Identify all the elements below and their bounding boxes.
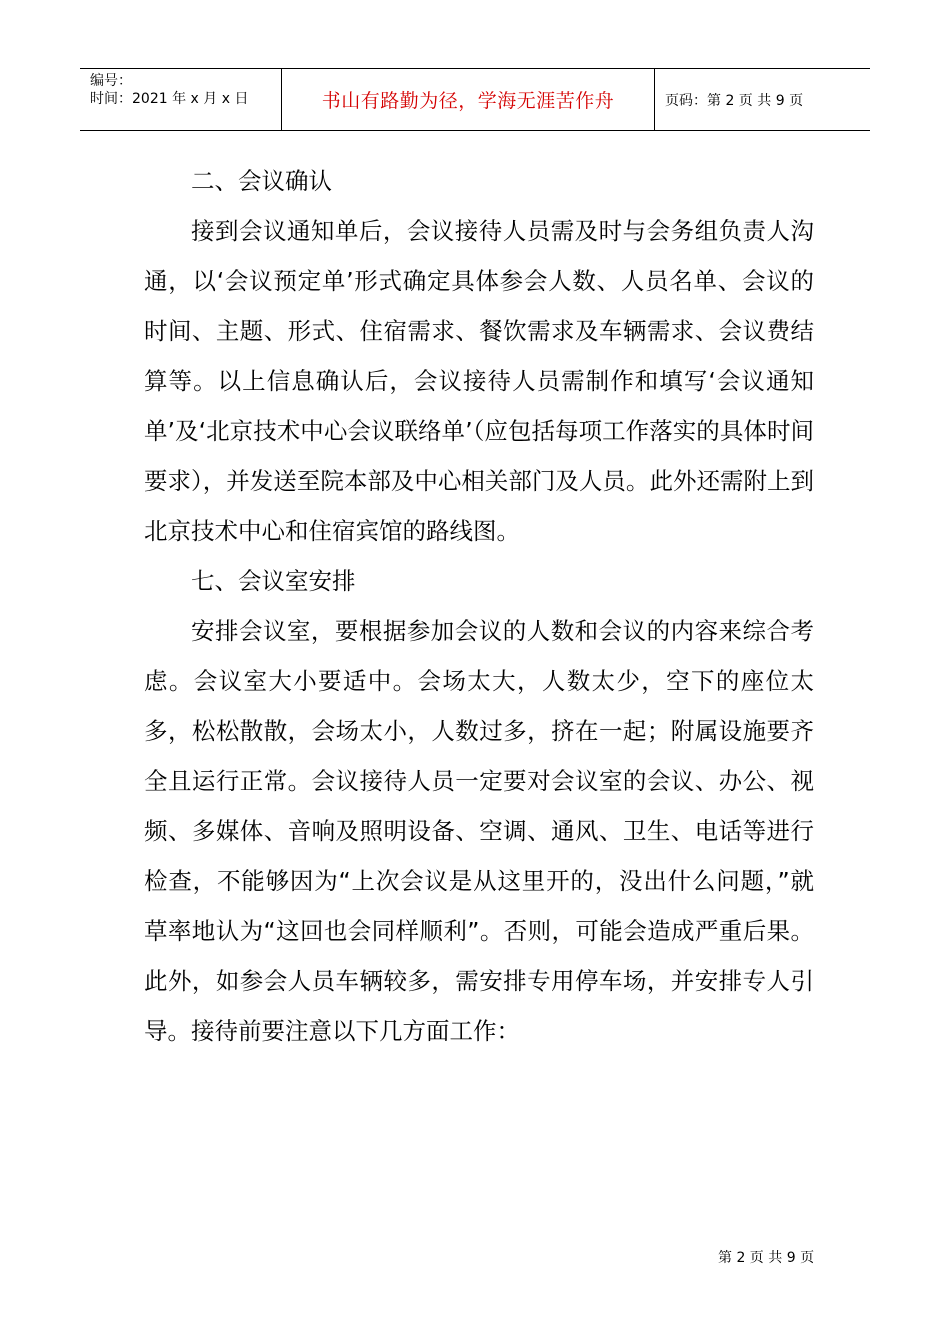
document-body	[144, 156, 814, 1056]
paragraph-meeting-confirmation: 接到会议通知单后，会议接待人员需及时与会务组负责人沟通，以‘会议预定单’形式确定具体参会人数、人员名单、会议的时间、主题、形式、住宿需求、餐饮需求及车辆需求、会议费结算等。以上信息确认后，会议接待人员需制作和填写‘会议通知单’及‘北京技术中心会议联络单’（应包括每项工作落实的具体时间要求），并发送至院本部及中心相关部门及人员。此外还需附上到北京技术中心和住宿宾馆的路线图。	[144, 217, 814, 545]
header-page-number: 页码：第 2 页 共 9 页	[665, 92, 804, 109]
document-date-label: 时间：2021 年 x 月 x 日	[90, 91, 249, 107]
footer-page-number: 第 2 页 共 9 页	[718, 1250, 815, 1266]
paragraph-meeting-room: 安排会议室，要根据参加会议的人数和会议的内容来综合考虑。会议室大小要适中。会场太大，人数太少，空下的座位太多，松松散散，会场太小，人数过多，挤在一起；附属设施要齐全且运行正常。会议接待人员一定要对会议室的会议、办公、视频、多媒体、音响及照明设备、空调、通风、卫生、电话等进行检查，不能够因为“上次会议是从这里开的，没出什么问题，”就草率地认为“这回也会同样顺利”。否则，可能会造成严重后果。此外，如参会人员车辆较多，需安排专用停车场，并安排专人引导。接待前要注意以下几方面工作：	[144, 617, 814, 1045]
section-heading-meeting-room: 七、会议室安排	[191, 567, 356, 595]
document-number-label: 编号：	[90, 73, 132, 89]
section-heading-meeting-confirmation: 二、会议确认	[191, 167, 332, 195]
header-meta-cell	[80, 69, 282, 130]
header-page-cell	[655, 69, 870, 130]
document-header	[80, 68, 870, 131]
header-motto-cell	[282, 69, 655, 130]
header-motto: 书山有路勤为径，学海无涯苦作舟	[321, 90, 615, 112]
